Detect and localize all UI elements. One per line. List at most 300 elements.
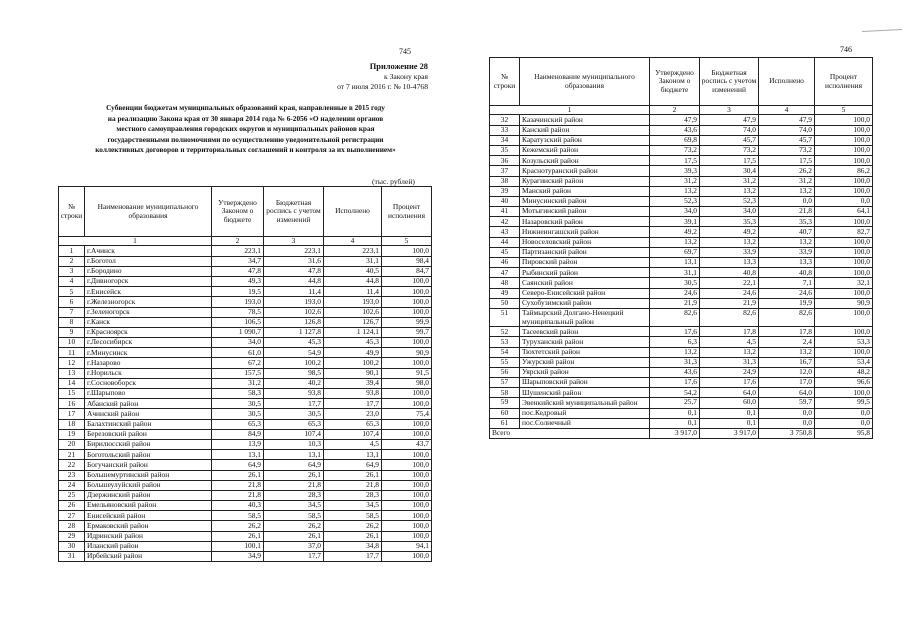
row-number: 53 [490,337,520,347]
row-number: 10 [59,338,85,348]
executed-value: 34,8 [324,541,382,551]
planned-value: 13,2 [700,347,759,357]
row-number: 7 [59,307,85,317]
table-row [490,217,873,227]
percent-value: 100,0 [382,480,432,490]
municipality-name: Богучанский район [85,460,212,470]
executed-value: 13,2 [759,237,815,247]
percent-value: 100,0 [815,186,873,196]
approved-value: 223,1 [212,246,264,256]
municipality-name: Боготольский район [85,450,212,460]
index-cell: 4 [759,106,815,115]
table-row [59,429,432,439]
col-header-name: Наименование муниципального образования [520,58,650,106]
planned-value: 26,1 [264,470,324,480]
row-number: 37 [490,166,520,176]
executed-value: 17,8 [759,327,815,337]
planned-value: 30,4 [700,166,759,176]
planned-value: 98,5 [264,368,324,378]
municipality-name: Емельяновский район [85,501,212,511]
approved-value: 13,2 [650,186,700,196]
approved-value: 34,9 [212,552,264,562]
row-number: 43 [490,227,520,237]
planned-value: 17,6 [700,378,759,388]
approved-value: 43,6 [650,125,700,135]
row-number: 4 [59,276,85,286]
row-number: 16 [59,399,85,409]
executed-value: 58,5 [324,511,382,521]
municipality-name: Идринский район [85,531,212,541]
law-date-label: от 7 июля 2016 г. № 10-4768 [337,82,428,91]
percent-value: 100,0 [815,145,873,155]
municipality-name: г.Шарыпово [85,389,212,399]
executed-value: 223,1 [324,246,382,256]
row-number: 19 [59,429,85,439]
row-number: 3 [59,266,85,276]
approved-value: 54,2 [650,388,700,398]
municipality-name: Ермаковский район [85,521,212,531]
executed-value: 26,1 [324,531,382,541]
municipality-name: пос.Кедровый [520,408,650,418]
planned-value: 44,8 [264,276,324,286]
left-page-number: 745 [399,47,411,56]
row-number: 60 [490,408,520,418]
planned-value: 47,8 [264,266,324,276]
municipality-name: Сухобузимский район [520,298,650,308]
approved-value: 82,6 [650,308,700,326]
percent-value: 43,7 [382,439,432,449]
executed-value: 21,8 [759,207,815,217]
row-number: 2 [59,256,85,266]
municipality-name: Большеулуйский район [85,480,212,490]
approved-value: 64,9 [212,460,264,470]
approved-value: 31,3 [650,357,700,367]
municipality-name: г.Назарово [85,358,212,368]
table-row [59,409,432,419]
approved-value: 31,2 [650,176,700,186]
planned-value: 28,3 [264,490,324,500]
index-cell: 5 [815,106,873,115]
row-number: 52 [490,327,520,337]
planned-value: 52,3 [700,196,759,206]
percent-value: 100,0 [382,338,432,348]
row-number: 9 [59,327,85,337]
planned-value: 21,8 [264,480,324,490]
table-row [490,288,873,298]
row-number: 5 [59,287,85,297]
planned-value: 0,1 [700,418,759,428]
municipality-name: г.Красноярск [85,327,212,337]
approved-value: 34,7 [212,256,264,266]
percent-value: 100,0 [382,531,432,541]
municipality-name: г.Ачинск [85,246,212,256]
executed-value: 74,0 [759,125,815,135]
approved-value: 26,1 [212,531,264,541]
executed-value: 31,1 [324,256,382,266]
table-row [59,307,432,317]
table-row [490,166,873,176]
percent-value: 98,4 [382,256,432,266]
executed-value: 100,2 [324,358,382,368]
percent-value: 100,0 [815,217,873,227]
planned-value: 1 127,8 [264,327,324,337]
row-number: 20 [59,439,85,449]
planned-value: 13,3 [700,258,759,268]
row-number: 42 [490,217,520,227]
table-row [59,511,432,521]
row-number: 14 [59,378,85,388]
table-row [59,256,432,266]
appendix-header [268,62,428,92]
row-number: 13 [59,368,85,378]
approved-value: 49,3 [212,276,264,286]
row-number: 18 [59,419,85,429]
row-number: 50 [490,298,520,308]
approved-value: 31,2 [212,378,264,388]
table-row [59,368,432,378]
percent-value: 64,1 [815,207,873,217]
table-row [59,399,432,409]
executed-value: 31,2 [759,176,815,186]
table-row [490,367,873,377]
executed-value: 21,8 [324,480,382,490]
table-row [490,347,873,357]
planned-value: 31,2 [700,176,759,186]
percent-value: 100,0 [382,460,432,470]
executed-value: 35,3 [759,217,815,227]
table-row [490,115,873,125]
row-number: 45 [490,247,520,257]
executed-value: 82,6 [759,308,815,326]
executed-value: 64,9 [324,460,382,470]
title-line: на реализацию Закона края от 30 января 2014 года № 6-2056 «О наделении органов [107,113,384,123]
percent-value: 100,0 [815,347,873,357]
municipality-name: г.Лесосибирск [85,338,212,348]
col-header-executed: Исполнено [324,187,382,237]
col-header-planned: Бюджетная роспись с учетом изменений [700,58,759,106]
municipality-name: Партизанский район [520,247,650,257]
row-number: 6 [59,297,85,307]
approved-value: 31,1 [650,268,700,278]
executed-value: 93,8 [324,389,382,399]
percent-value: 100,0 [382,297,432,307]
left-data-table [58,186,432,562]
planned-value: 45,7 [700,135,759,145]
approved-value: 19,5 [212,287,264,297]
percent-value: 99,5 [815,398,873,408]
executed-value: 13,3 [759,258,815,268]
executed-value: 17,7 [324,552,382,562]
planned-value: 33,9 [700,247,759,257]
approved-value: 65,3 [212,419,264,429]
row-number: 30 [59,541,85,551]
approved-value: 0,1 [650,418,700,428]
planned-value: 17,8 [700,327,759,337]
executed-value: 13,2 [759,186,815,196]
planned-value: 82,6 [700,308,759,326]
approved-value: 106,5 [212,317,264,327]
table-row [490,237,873,247]
planned-value: 31,6 [264,256,324,266]
percent-value: 100,0 [382,521,432,531]
row-number: 56 [490,367,520,377]
table-row [59,378,432,388]
planned-value: 22,1 [700,278,759,288]
row-number: 8 [59,317,85,327]
planned-value: 193,0 [264,297,324,307]
executed-value: 26,2 [759,166,815,176]
approved-value: 34,0 [212,338,264,348]
municipality-name: г.Зеленогорск [85,307,212,317]
index-cell: 3 [700,106,759,115]
approved-value: 30,5 [212,409,264,419]
municipality-name: Казачинский район [520,115,650,125]
planned-value: 21,9 [700,298,759,308]
planned-value: 17,5 [700,156,759,166]
table-row [59,480,432,490]
table-row [490,378,873,388]
percent-value: 100,0 [382,501,432,511]
percent-value: 100,0 [815,176,873,186]
approved-value: 21,8 [212,490,264,500]
approved-value: 40,3 [212,501,264,511]
col-header-executed: Исполнено [759,58,815,106]
planned-value: 126,8 [264,317,324,327]
municipality-name: Березовский район [85,429,212,439]
executed-value: 73,2 [759,145,815,155]
planned-value: 223,1 [264,246,324,256]
row-number: 28 [59,521,85,531]
municipality-name: Енисейский район [85,511,212,521]
percent-value: 100,0 [382,429,432,439]
table-row [490,308,873,326]
row-number: 22 [59,460,85,470]
planned-value: 107,4 [264,429,324,439]
table-row [59,327,432,337]
municipality-name: пос.Солнечный [520,418,650,428]
row-number: 51 [490,308,520,326]
table-row [59,552,432,562]
municipality-name: Туруханский район [520,337,650,347]
percent-value: 100,0 [815,258,873,268]
executed-value: 2,4 [759,337,815,347]
municipality-name: Рыбинский район [520,268,650,278]
percent-value: 100,0 [815,308,873,326]
percent-value: 100,0 [382,276,432,286]
municipality-name: г.Енисейск [85,287,212,297]
approved-value: 78,5 [212,307,264,317]
executed-value: 0,0 [759,418,815,428]
planned-value: 13,2 [700,237,759,247]
percent-value: 100,0 [382,419,432,429]
municipality-name: Курагинский район [520,176,650,186]
municipality-name: Тасеевский район [520,327,650,337]
approved-value: 21,8 [212,480,264,490]
executed-value: 39,4 [324,378,382,388]
approved-value: 193,0 [212,297,264,307]
planned-value: 10,3 [264,439,324,449]
row-number: 49 [490,288,520,298]
row-number: 12 [59,358,85,368]
executed-value: 40,5 [324,266,382,276]
row-number: 35 [490,145,520,155]
executed-value: 102,6 [324,307,382,317]
percent-value: 100,0 [382,389,432,399]
percent-value: 100,0 [382,287,432,297]
municipality-name: Мотыгинский район [520,207,650,217]
percent-value: 98,0 [382,378,432,388]
planned-value: 73,2 [700,145,759,155]
percent-value: 100,0 [815,288,873,298]
percent-value: 90,9 [815,298,873,308]
table-row [490,337,873,347]
table-row [59,246,432,256]
title-line: местного самоуправления городских округов и муниципальных районов края [116,124,375,134]
percent-value: 100,0 [382,552,432,562]
executed-value: 28,3 [324,490,382,500]
document-title [58,103,433,156]
units-label: (тыс. рублей) [372,177,415,186]
planned-value: 26,1 [264,531,324,541]
percent-value: 100,0 [815,247,873,257]
row-number: 44 [490,237,520,247]
table-row [59,439,432,449]
municipality-name: Саянский район [520,278,650,288]
planned-value: 34,5 [264,501,324,511]
table-row [490,408,873,418]
approved-value: 17,5 [650,156,700,166]
approved-value: 157,5 [212,368,264,378]
planned-value: 74,0 [700,125,759,135]
table-row [59,531,432,541]
percent-value: 100,0 [382,246,432,256]
planned-value: 4,5 [700,337,759,347]
row-number: 54 [490,347,520,357]
approved-value: 1 090,7 [212,327,264,337]
municipality-name: Ужурский район [520,357,650,367]
executed-value: 45,7 [759,135,815,145]
executed-value: 16,7 [759,357,815,367]
planned-value: 65,3 [264,419,324,429]
executed-value: 33,9 [759,247,815,257]
planned-value: 40,2 [264,378,324,388]
appendix-label: Приложение 28 [369,62,428,71]
approved-value: 26,2 [212,521,264,531]
col-header-approved: Утверждено Законом о бюджете [650,58,700,106]
municipality-name: Дзержинский район [85,490,212,500]
planned-value: 24,6 [700,288,759,298]
executed-value: 4,5 [324,439,382,449]
percent-value: 48,2 [815,367,873,377]
planned-value: 40,8 [700,268,759,278]
table-row [490,258,873,268]
approved-value: 73,2 [650,145,700,155]
planned-value: 35,3 [700,217,759,227]
col-header-percent: Процент исполнения [382,187,432,237]
municipality-name: Бирилюсский район [85,439,212,449]
percent-value: 100,0 [815,388,873,398]
planned-value: 93,8 [264,389,324,399]
col-header-approved: Утверждено Законом о бюджете [212,187,264,237]
index-cell: 1 [490,106,650,115]
municipality-name: Назаровский район [520,217,650,227]
row-number: 55 [490,357,520,367]
table-row [59,490,432,500]
percent-value: 99,9 [382,317,432,327]
right-page-number: 746 [840,45,852,54]
row-number: 47 [490,268,520,278]
row-number: 27 [59,511,85,521]
col-header-planned: Бюджетная роспись с учетом изменений [264,187,324,237]
municipality-name: Нижнеингашский район [520,227,650,237]
col-header-name: Наименование муниципального образования [85,187,212,237]
table-row [59,348,432,358]
approved-value: 26,1 [212,470,264,480]
index-cell: 5 [382,237,432,246]
approved-value: 52,3 [650,196,700,206]
planned-value: 60,0 [700,398,759,408]
row-number: 11 [59,348,85,358]
row-number: 17 [59,409,85,419]
approved-value: 39,1 [650,217,700,227]
row-number: 58 [490,388,520,398]
row-number: 59 [490,398,520,408]
municipality-name: г.Дивногорск [85,276,212,286]
planned-value: 64,0 [700,388,759,398]
municipality-name: г.Минусинск [85,348,212,358]
percent-value: 0,0 [815,408,873,418]
percent-value: 86,2 [815,166,873,176]
table-row [490,398,873,408]
percent-value: 53,3 [815,337,873,347]
table-row [490,186,873,196]
municipality-name: Иланский район [85,541,212,551]
planned-value: 49,2 [700,227,759,237]
row-number: 36 [490,156,520,166]
approved-value: 24,6 [650,288,700,298]
municipality-name: Шарыповский район [520,378,650,388]
municipality-name: Пировский район [520,258,650,268]
percent-value: 0,0 [815,418,873,428]
table-row [490,125,873,135]
table-row [59,297,432,307]
planned-value: 58,5 [264,511,324,521]
percent-value: 82,7 [815,227,873,237]
executed-value: 90,1 [324,368,382,378]
approved-value: 58,5 [212,511,264,521]
planned-value: 0,1 [700,408,759,418]
planned-value: 30,5 [264,409,324,419]
municipality-name: Каратузский район [520,135,650,145]
table-row [490,247,873,257]
table-row [490,418,873,428]
table-row [490,357,873,367]
planned-value: 37,0 [264,541,324,551]
planned-value: 17,7 [264,552,324,562]
approved-value: 47,8 [212,266,264,276]
percent-value: 100,0 [815,135,873,145]
municipality-name: Шушенский район [520,388,650,398]
row-number: 40 [490,196,520,206]
percent-value: 0,0 [815,196,873,206]
percent-value: 100,0 [382,450,432,460]
table-row [490,156,873,166]
executed-value: 49,9 [324,348,382,358]
table-row [59,460,432,470]
executed-value: 17,7 [324,399,382,409]
percent-value: 53,4 [815,357,873,367]
percent-value: 100,0 [815,268,873,278]
